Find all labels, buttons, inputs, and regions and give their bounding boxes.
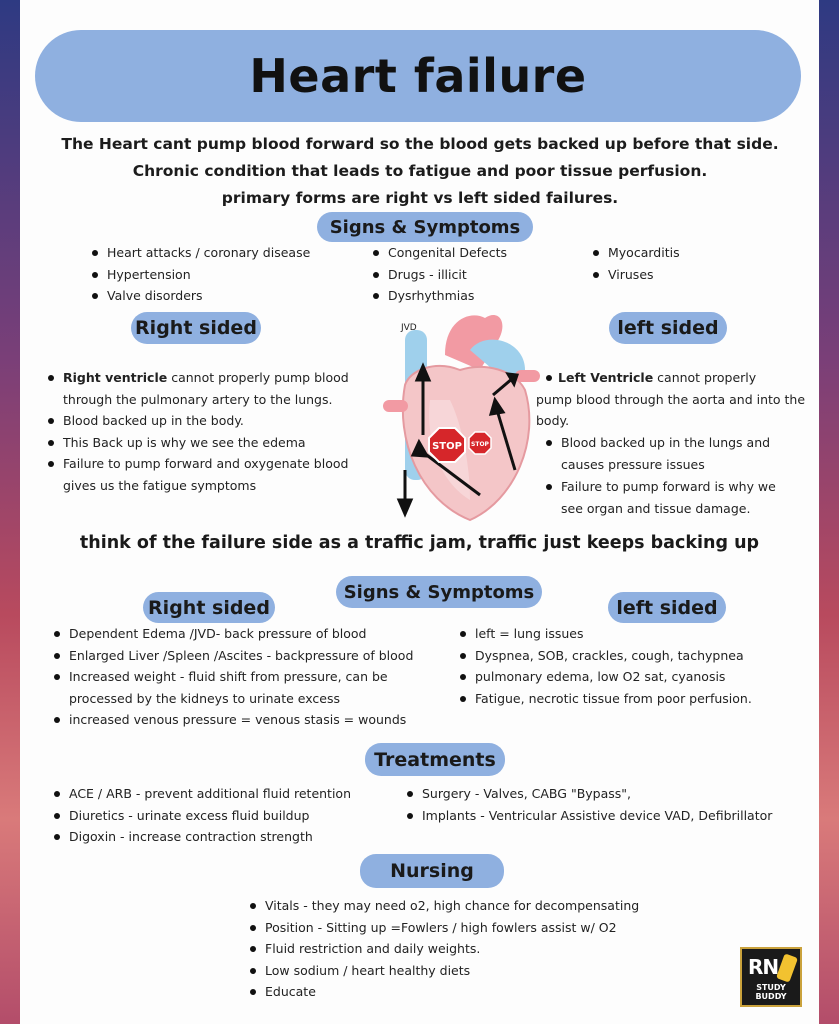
list-item: Position - Sitting up =Fowlers / high fowlers assist w/ O2 (246, 917, 706, 939)
rn-study-buddy-logo: RN STUDY BUDDY (740, 947, 802, 1007)
intro-line-3: primary forms are right vs left sided failures. (221, 189, 619, 207)
list-item: Heart attacks / coronary disease (88, 242, 310, 264)
list-item: Blood backed up in the lungs and causes pressure issues (542, 432, 812, 476)
list-item: Digoxin - increase contraction strength (50, 826, 410, 848)
list-item: Low sodium / heart healthy diets (246, 960, 706, 982)
nursing-heading: Nursing (360, 854, 504, 888)
list-item: Implants - Ventricular Assistive device VAD, Defibrillator (403, 805, 813, 827)
list-item: Fluid restriction and daily weights. (246, 938, 706, 960)
left-sided-label: left sided (609, 312, 727, 344)
list-item: Myocarditis (589, 242, 680, 264)
list-item: Hypertension (88, 264, 310, 286)
title-banner (35, 30, 801, 122)
stop-sign-text: STOP (432, 441, 462, 452)
symptoms-left-label: left sided (608, 592, 726, 623)
treatments-list-2 (403, 783, 813, 826)
nursing-list (246, 895, 706, 1003)
causes-list-3 (589, 242, 680, 285)
symptoms-heading: Signs & Symptoms (336, 576, 542, 608)
list-item: Congenital Defects (369, 242, 507, 264)
list-item: Diuretics - urinate excess fluid buildup (50, 805, 410, 827)
intro-text (50, 131, 790, 212)
list-item: Increased weight - fluid shift from pressure, can be processed by the kidneys to urinate excess (50, 666, 470, 709)
list-item: Left Ventricle cannot properly (536, 367, 806, 389)
left-sided-sublist (542, 432, 812, 520)
vessel-stub (383, 400, 408, 412)
list-item: Dependent Edema /JVD- back pressure of blood (50, 623, 470, 645)
list-item: pulmonary edema, low O2 sat, cyanosis (456, 666, 806, 688)
list-item: Drugs - illicit (369, 264, 507, 286)
list-item: Viruses (589, 264, 680, 286)
list-item: Failure to pump forward and oxygenate blood gives us the fatigue symptoms (44, 453, 384, 496)
list-item: Dyspnea, SOB, crackles, cough, tachypnea (456, 645, 806, 667)
list-item: Blood backed up in the body. (44, 410, 384, 432)
list-item: Vitals - they may need o2, high chance for decompensating (246, 895, 706, 917)
list-item: increased venous pressure = venous stasis = wounds (50, 709, 470, 731)
flow-arrow-head (399, 500, 411, 514)
stop-sign-small-text: STOP (471, 441, 489, 448)
intro-line-2: Chronic condition that leads to fatigue and poor tissue perfusion. (132, 162, 708, 180)
list-item: This Back up is why we see the edema (44, 432, 384, 454)
list-item: ACE / ARB - prevent additional fluid retention (50, 783, 410, 805)
list-item: Right ventricle cannot properly pump blood through the pulmonary artery to the lungs. (44, 367, 384, 410)
list-item: Failure to pump forward is why we see organ and tissue damage. (542, 476, 812, 520)
infographic-sheet (20, 0, 819, 1024)
pencil-mascot-icon (776, 953, 798, 982)
list-item: Educate (246, 981, 706, 1003)
list-item: Dysrhythmias (369, 285, 507, 307)
causes-heading: Signs & Symptoms (317, 212, 533, 242)
list-item: left = lung issues (456, 623, 806, 645)
left-sided-explanation: Left Ventricle cannot properly pump blood through the aorta and into the body. Blood backed up in the lungs and causes pressure issues Failure to pump forward is why we see organ and tissue damage. (536, 367, 806, 520)
left-sided-symptoms (456, 623, 806, 709)
right-sided-label: Right sided (131, 312, 261, 344)
intro-line-1: The Heart cant pump blood forward so the blood gets backed up before that side. (61, 135, 779, 153)
list-item: Fatigue, necrotic tissue from poor perfusion. (456, 688, 806, 710)
jvd-label: JVD (401, 323, 417, 333)
right-sided-symptoms (50, 623, 470, 731)
right-sided-explanation (44, 367, 384, 496)
list-item: Enlarged Liver /Spleen /Ascites - backpressure of blood (50, 645, 470, 667)
traffic-jam-note: think of the failure side as a traffic jam, traffic just keeps backing up (79, 533, 760, 553)
list-item: Valve disorders (88, 285, 310, 307)
treatments-list-1 (50, 783, 410, 848)
list-item: Surgery - Valves, CABG "Bypass", (403, 783, 813, 805)
page-title: Heart failure (249, 49, 587, 103)
symptoms-right-label: Right sided (143, 592, 275, 623)
causes-list-1 (88, 242, 310, 307)
causes-list-2 (369, 242, 507, 307)
treatments-heading: Treatments (365, 743, 505, 776)
heart-diagram (375, 300, 545, 525)
